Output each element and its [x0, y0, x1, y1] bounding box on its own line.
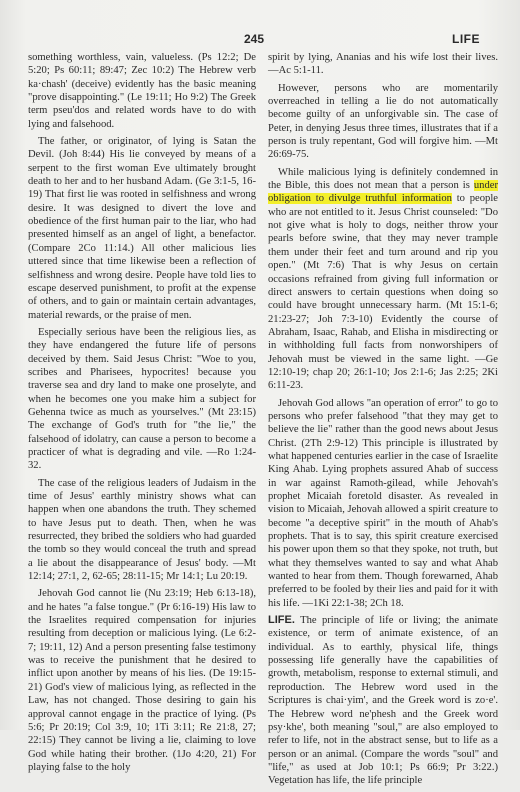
entry-heading: LIFE. [268, 614, 295, 627]
paragraph: Especially serious have been the religious lies, as they have endangered the future life of persons deceived by them. Said Jesus Christ: "Woe to you, scribes and Pharisees, hypocrites! because you traverse sea and dry land to make one proselyte, and when he becomes one you make him a subject for Gehenna twice as much as yourselves." (Mt 23:15) The exchange of God's truth for "the lie," the falsehood of idolatry, can cause a person to become a practicer of what is degrading and vile. —Ro 1:24-32. [28, 326, 256, 472]
paragraph: something worthless, vain, valueless. (Ps 12:2; De 5:20; Ps 60:11; 89:47; Zec 10:2) The Hebrew verb ka·chash' (deceive) evidently has the basic meaning "prove disappointing." (Le 19:11; Ho 9:2) The Greek term pseu'dos and related words have to do with lying and falsehood. [28, 52, 256, 130]
paragraph-with-highlight [268, 166, 498, 393]
text-run: to people who are not entitled to it. Jesus Christ counseled: "Do not give what is holy to dogs, neither throw your pearls before swine, that they may never trample them under their feet and turn around and rip you open." (Mt 7:6) That is why Jesus on certain occasions refrained from giving full information or direct answers to certain questions when doing so could have brought unnecessary harm. (Mt 15:1-6; 21:23-27; Joh 7:3-10) Evidently the course of Abraham, Isaac, Rahab, and Elisha in misdirecting or in withholding full facts from nonworshipers of Jehovah must be viewed in the same light. —Ge 12:10-19; chap 20; 26:1-10; Jos 2:1-6; Jas 2:25; 2Ki 6:11-23. [268, 193, 498, 392]
paragraph: Jehovah God allows "an operation of error" to go to persons who prefer falsehood "that they may get to believe the lie" rather than the good news about Jesus Christ. (2Th 2:9-12) This principle is illustrated by what happened centuries earlier in the case of Israelite King Ahab. Lying prophets assured Ahab of success in war against Ramoth-gilead, while Jehovah's prophet Micaiah foretold disaster. As revealed in vision to Micaiah, Jehovah allowed a spirit creature to become "a deceptive spirit" in the mouth of Ahab's prophets. That is to say, this spirit creature exercised his power upon them so that they spoke, not truth, but what they themselves wanted to say and what Ahab wanted to hear from them. Though forewarned, Ahab preferred to be fooled by their lies and paid for it with his life. —1Ki 22:1-38; 2Ch 18. [268, 397, 499, 609]
running-head: LIFE [452, 32, 480, 46]
entry-paragraph [268, 614, 498, 787]
paragraph: The father, or originator, of lying is Satan the Devil. (Joh 8:44) His lie conveyed by means of a serpent to the first woman Eve ultimately brought death to her and to her husband Adam. (Ge 3:1-5, 16-19) That first lie was rooted in selfishness and wrong desire. It was designed to divert the love and obedience of the first human pair to the liar, who had presented himself as an angel of light, a benefactor. (Compare 2Co 11:14.) All other malicious lies uttered since that time likewise been a reflection of selfishness and wrong desire. People have told lies to escape deserved punishment, to profit at the expense of others, and to gain or maintain certain advantages, material rewards, or the praise of men. [28, 136, 256, 321]
text-run: The principle of life or living; the animate existence, or term of animate existence, of an individual. As to earthly, physical life, things possessing life generally have the capabilities of growth, metabolism, response to external stimuli, and reproduction. The Hebrew word used in the Scriptures is chai·yim', and the Greek word is zo·e'. The Hebrew word ne'phesh and the Greek word psy·khe', both meaning "soul," are also employed to refer to life, not in the abstract sense, but to life as a person or an animal. (Compare the words "soul" and "life," as used at Job 10:1; Ps 66:9; Pr 3:22.) Vegetation has life, the life principle [268, 615, 498, 787]
highlighted-text: under obligation to divulge truthful information [268, 180, 498, 205]
paragraph: The case of the religious leaders of Judaism in the time of Jesus' earthly ministry shows what can happen when one abandons the truth. They schemed to have Jesus put to death. Then, when he was resurrected, they bribed the soldiers who had guarded the tomb so they would conceal the truth and spread a lie about the disappearance of Jesus' body. —Mt 12:14; 27:1, 2, 62-65; 28:11-15; Mr 14:1; Lu 20:19. [28, 477, 256, 583]
page-number: 245 [244, 32, 265, 46]
text-run: While malicious lying is definitely condemned in the Bible, this does not mean that a person is [268, 166, 498, 192]
paragraph: Jehovah God cannot lie (Nu 23:19; Heb 6:13-18), and he hates "a false tongue." (Pr 6:16-19) His law to the Israelites required compensation for injuries resulting from deception or malicious lying. (Le 6:2-7; 19:11, 12) And a person presenting false testimony was to receive the punishment that he desired to inflict upon another by means of his lies. (De 19:15-21) God's view of malicious lying, as reflected in the Law, has not changed. Those desiring to gain his approval cannot engage in the practice of lying. (Ps 5:6; Pr 20:19; Col 3:9, 10; 1Ti 3:11; Re 21:8, 27; 22:15) They cannot be living a lie, claiming to love God while hating their brother. (1Jo 4:20, 21) For playing false to the holy [28, 588, 256, 773]
paragraph: However, persons who are momentarily overreached in telling a lie do not automatically become guilty of an unforgivable sin. The case of Peter, in denying Jesus three times, illustrates that if a person is truly repentant, God will forgive him. —Mt 26:69-75. [268, 82, 498, 161]
paragraph: spirit by lying, Ananias and his wife lost their lives. —Ac 5:1-11. [268, 52, 498, 77]
left-column [28, 51, 256, 778]
right-column [268, 51, 498, 792]
